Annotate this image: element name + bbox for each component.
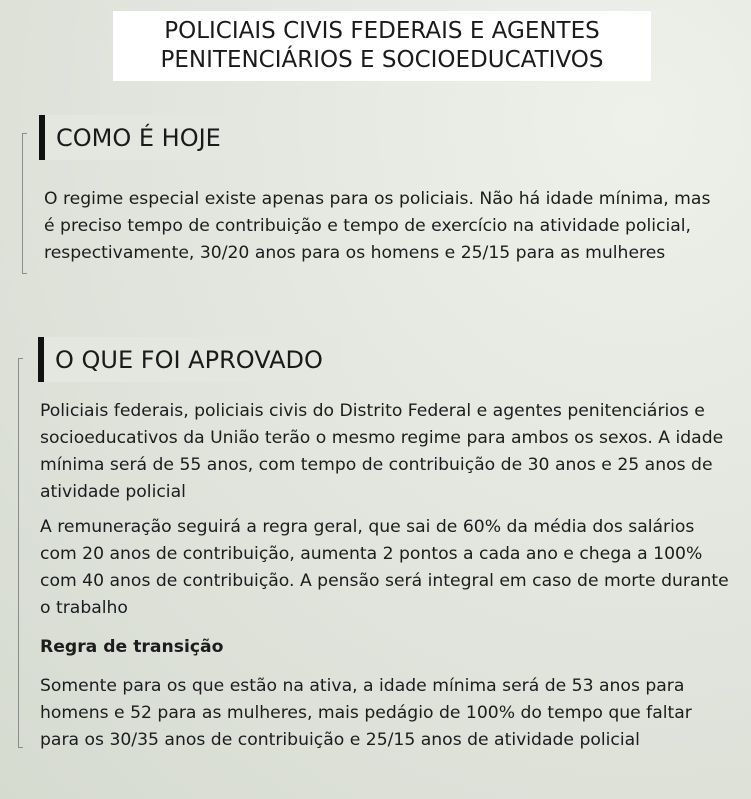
section-approved-para-1: Policiais federais, policiais civis do Distrito Federal e agentes penitenciários e socioeducativos da União terão o mesmo regime para ambos os sexos. A idade mínima será de 55 anos, com tempo de contribuição de 30 anos e 25 anos de atividade policial bbox=[40, 401, 724, 502]
section-today-body: O regime especial existe apenas para os policiais. Não há idade mínima, mas é preciso tempo de contribuição e tempo de exercício na atividade policial, respectivamente, 30/20 anos para os homens e 25/15 para as mulheres bbox=[44, 189, 711, 263]
title-line-2: PENITENCIÁRIOS E SOCIOEDUCATIVOS bbox=[160, 47, 604, 73]
title-box bbox=[113, 11, 651, 81]
section-today-heading: COMO É HOJE bbox=[39, 115, 249, 160]
transition-rule-heading: Regra de transição bbox=[40, 637, 224, 657]
section-approved-bracket bbox=[18, 358, 23, 748]
section-approved-para-3: Somente para os que estão na ativa, a idade mínima será de 53 anos para homens e 52 para as mulheres, mais pedágio de 100% do tempo que faltar para os 30/35 anos de contribuição e 25/15 anos de atividade policial bbox=[40, 676, 692, 750]
title-line-1: POLICIAIS CIVIS FEDERAIS E AGENTES bbox=[164, 18, 600, 44]
section-today-bracket bbox=[22, 133, 27, 274]
section-approved-heading: O QUE FOI APROVADO bbox=[38, 337, 340, 382]
section-approved-para-2: A remuneração seguirá a regra geral, que sai de 60% da média dos salários com 20 anos de contribuição, aumenta 2 pontos a cada ano e chega a 100% com 40 anos de contribuição. A pensão será integral em caso de morte durante o trabalho bbox=[40, 517, 729, 618]
